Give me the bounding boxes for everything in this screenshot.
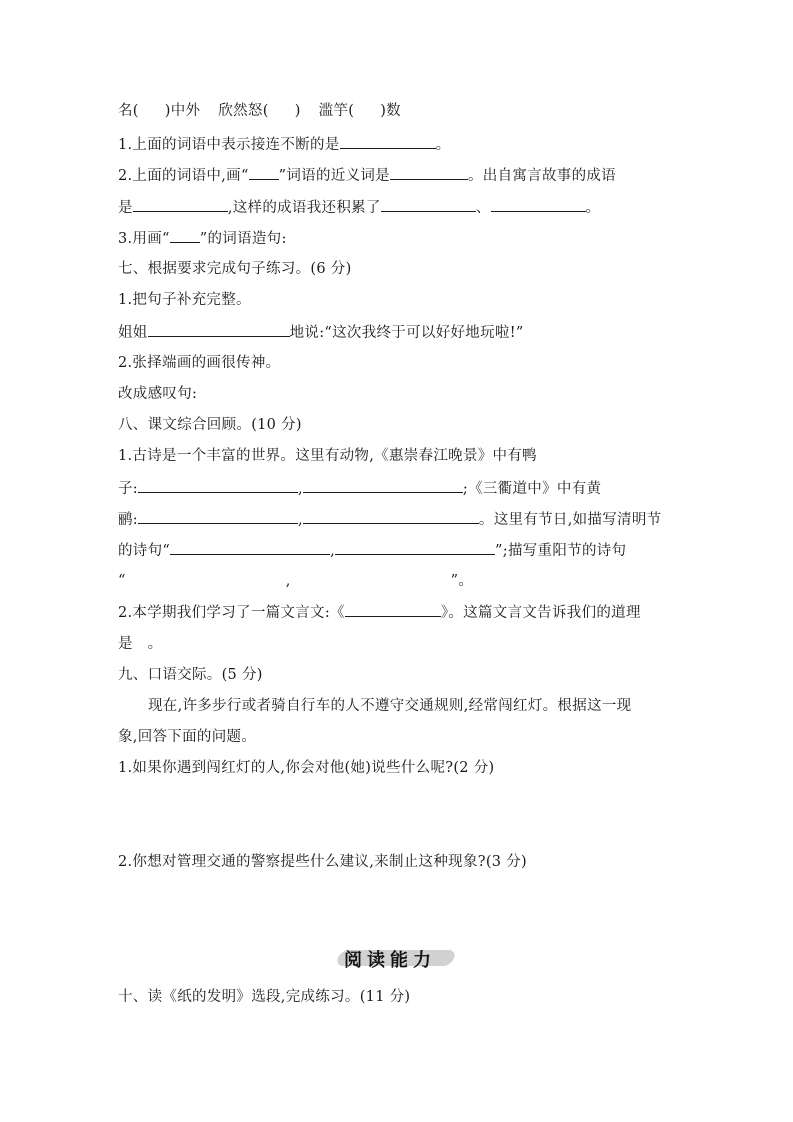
punct: ”。 xyxy=(450,573,474,589)
question-7-1-sentence xyxy=(118,322,524,343)
underline-mark xyxy=(249,165,279,180)
idiom-2-end: ) xyxy=(294,103,301,119)
idiom-3-end: )数 xyxy=(380,103,401,119)
punct: “ xyxy=(118,573,126,589)
question-text: 3.用画“ xyxy=(118,231,170,247)
question-8-1: 1.古诗是一个丰富的世界。这里有动物,《惠崇春江晚景》中有鸭 xyxy=(118,448,537,464)
question-6-3 xyxy=(118,228,287,249)
idiom-1-end: )中外 xyxy=(164,103,201,119)
question-text: ”的词语造句: xyxy=(199,231,287,247)
question-text: 子: xyxy=(118,481,138,497)
punct: 、 xyxy=(475,200,491,216)
question-text: 地说:“这次我终于可以好好地玩啦!” xyxy=(289,325,524,341)
question-7-2: 2.张择端画的画很传神。 xyxy=(118,355,281,371)
idiom-1-start: 名( xyxy=(118,103,139,119)
answer-blank[interactable] xyxy=(148,322,290,337)
question-text: 鹂: xyxy=(118,512,138,528)
answer-blank[interactable] xyxy=(133,197,228,212)
question-text: 》。这篇文言文告诉我们的道理 xyxy=(440,605,641,621)
question-text: ,这样的成语我还积累了 xyxy=(227,200,381,216)
question-text: 是 xyxy=(118,200,133,216)
question-8-1-qingming-line xyxy=(118,540,626,561)
section-9-passage-cont: 象,回答下面的问题。 xyxy=(118,729,257,745)
question-8-1-duck-line xyxy=(118,478,601,499)
punct: 。 xyxy=(435,137,451,153)
question-text: 的诗句“ xyxy=(118,543,171,559)
punct: , xyxy=(298,512,303,528)
idiom-list-line xyxy=(118,101,401,121)
answer-blank[interactable] xyxy=(335,540,495,555)
question-8-2-cont: 是 。 xyxy=(118,636,163,652)
question-6-2 xyxy=(118,165,616,186)
idiom-3-start: 滥竽( xyxy=(318,103,355,119)
question-9-1: 1.如果你遇到闯红灯的人,你会对他(她)说些什么呢?(2 分) xyxy=(118,760,495,776)
punct: , xyxy=(330,543,336,559)
section-10-heading: 十、读《纸的发明》选段,完成练习。(11 分) xyxy=(118,989,411,1005)
answer-blank[interactable] xyxy=(303,509,479,524)
section-9-heading: 九、口语交际。(5 分) xyxy=(118,667,263,683)
question-6-2-cont xyxy=(118,197,600,218)
question-6-1 xyxy=(118,134,450,155)
reading-section-title xyxy=(334,944,460,972)
question-text: 2.上面的词语中,画“ xyxy=(118,168,249,184)
punct: , xyxy=(298,481,303,497)
answer-blank[interactable] xyxy=(491,197,586,212)
question-7-2-instruction: 改成感叹句: xyxy=(118,386,198,402)
answer-blank[interactable] xyxy=(381,197,476,212)
punct: 。 xyxy=(585,200,601,216)
answer-blank[interactable] xyxy=(170,540,330,555)
question-7-1: 1.把句子补充完整。 xyxy=(118,292,251,308)
answer-blank[interactable] xyxy=(340,134,436,149)
section-7-heading: 七、根据要求完成句子练习。(6 分) xyxy=(118,261,352,277)
answer-blank[interactable] xyxy=(138,478,298,493)
answer-blank[interactable] xyxy=(345,602,441,617)
question-8-2 xyxy=(118,602,641,623)
question-9-2: 2.你想对管理交通的警察提些什么建议,来制止这种现象?(3 分) xyxy=(118,854,527,870)
answer-blank[interactable] xyxy=(303,478,463,493)
idiom-2-start: 欣然怒( xyxy=(218,103,269,119)
question-text: 。出自寓言故事的成语 xyxy=(467,168,616,184)
question-8-1-chongyang-line xyxy=(118,571,473,591)
underline-mark xyxy=(170,228,200,243)
section-8-heading: 八、课文综合回顾。(10 分) xyxy=(118,417,302,433)
answer-blank[interactable] xyxy=(138,509,298,524)
question-text: ”;描写重阳节的诗句 xyxy=(495,543,627,559)
question-text: ”词语的近义词是 xyxy=(278,168,390,184)
section-9-passage: 现在,许多步行或者骑自行车的人不遵守交通规则,经常闯红灯。根据这一现 xyxy=(148,698,632,714)
question-text: 。这里有节日,如描写清明节 xyxy=(478,512,662,528)
question-text: 2.本学期我们学习了一篇文言文:《 xyxy=(118,605,345,621)
answer-blank[interactable] xyxy=(390,165,468,180)
punct: , xyxy=(285,573,291,589)
question-text: 1.上面的词语中表示接连不断的是 xyxy=(118,137,340,153)
question-text: ;《三衢道中》中有黄 xyxy=(462,481,602,497)
title-text: 阅读能力 xyxy=(344,950,436,971)
question-text: 姐姐 xyxy=(118,325,148,341)
question-8-1-oriole-line xyxy=(118,509,661,530)
